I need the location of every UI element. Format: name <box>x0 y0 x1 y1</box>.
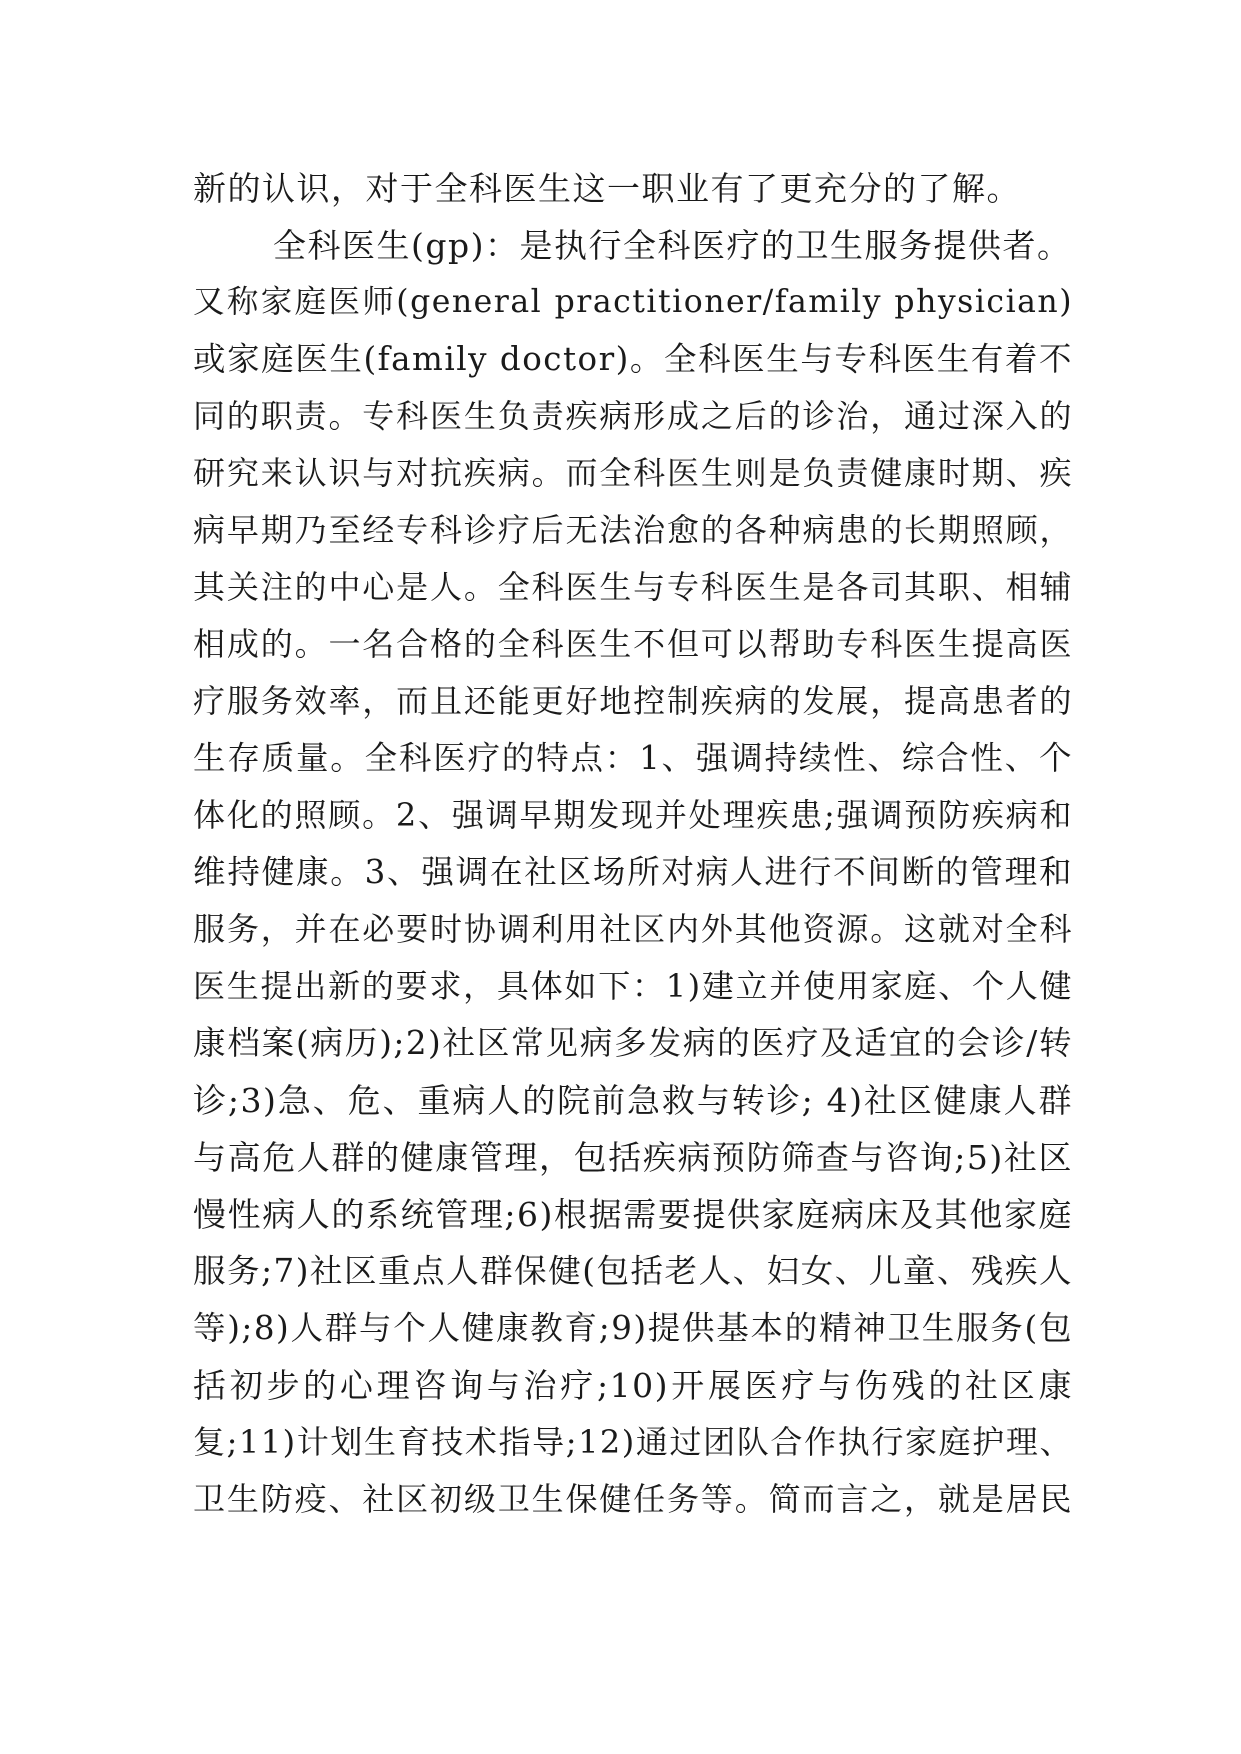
text-line: 疗服务效率，而且还能更好地控制疾病的发展，提高患者的 <box>193 682 1073 720</box>
text-line: 慢性病人的系统管理;6)根据需要提供家庭病床及其他家庭 <box>193 1195 1073 1234</box>
text-line: 卫生防疫、社区初级卫生保健任务等。简而言之，就是居民 <box>193 1480 1073 1518</box>
text-line: 诊;3)急、危、重病人的院前急救与转诊; 4)社区健康人群 <box>193 1081 1073 1120</box>
text-line: 研究来认识与对抗疾病。而全科医生则是负责健康时期、疾 <box>193 454 1073 492</box>
text-line: 与高危人群的健康管理，包括疾病预防筛查与咨询;5)社区 <box>193 1138 1073 1177</box>
text-line: 维持健康。3、强调在社区场所对病人进行不间断的管理和 <box>193 853 1073 891</box>
body-text <box>193 160 1073 1528</box>
text-line: 又称家庭医师(general practitioner/family physician) <box>193 284 1073 320</box>
text-line: 括初步的心理咨询与治疗;10)开展医疗与伤残的社区康 <box>193 1366 1073 1405</box>
text-line: 同的职责。专科医生负责疾病形成之后的诊治，通过深入的 <box>193 397 1073 435</box>
text-line: 等);8)人群与个人健康教育;9)提供基本的精神卫生服务(包 <box>193 1309 1073 1347</box>
text-line: 其关注的中心是人。全科医生与专科医生是各司其职、相辅 <box>193 568 1073 606</box>
text-line: 生存质量。全科医疗的特点：1、强调持续性、综合性、个 <box>193 739 1073 777</box>
text-line: 相成的。一名合格的全科医生不但可以帮助专科医生提高医 <box>193 625 1073 663</box>
text-line: 服务;7)社区重点人群保健(包括老人、妇女、儿童、残疾人 <box>193 1252 1073 1290</box>
text-line: 康档案(病历);2)社区常见病多发病的医疗及适宜的会诊/转 <box>193 1024 1073 1062</box>
text-line: 或家庭医生(family doctor)。全科医生与专科医生有着不 <box>193 340 1073 378</box>
paragraph-first-line: 全科医生(gp)：是执行全科医疗的卫生服务提供者。 <box>273 226 1072 265</box>
text-line: 医生提出新的要求，具体如下：1)建立并使用家庭、个人健 <box>193 967 1073 1005</box>
text-line: 体化的照顾。2、强调早期发现并处理疾患;强调预防疾病和 <box>193 796 1073 834</box>
text-line: 新的认识，对于全科医生这一职业有了更充分的了解。 <box>193 169 1021 208</box>
text-line: 复;11)计划生育技术指导;12)通过团队合作执行家庭护理、 <box>193 1423 1073 1461</box>
text-line: 病早期乃至经专科诊疗后无法治愈的各种病患的长期照顾， <box>193 511 1073 549</box>
text-line: 服务，并在必要时协调利用社区内外其他资源。这就对全科 <box>193 910 1073 948</box>
